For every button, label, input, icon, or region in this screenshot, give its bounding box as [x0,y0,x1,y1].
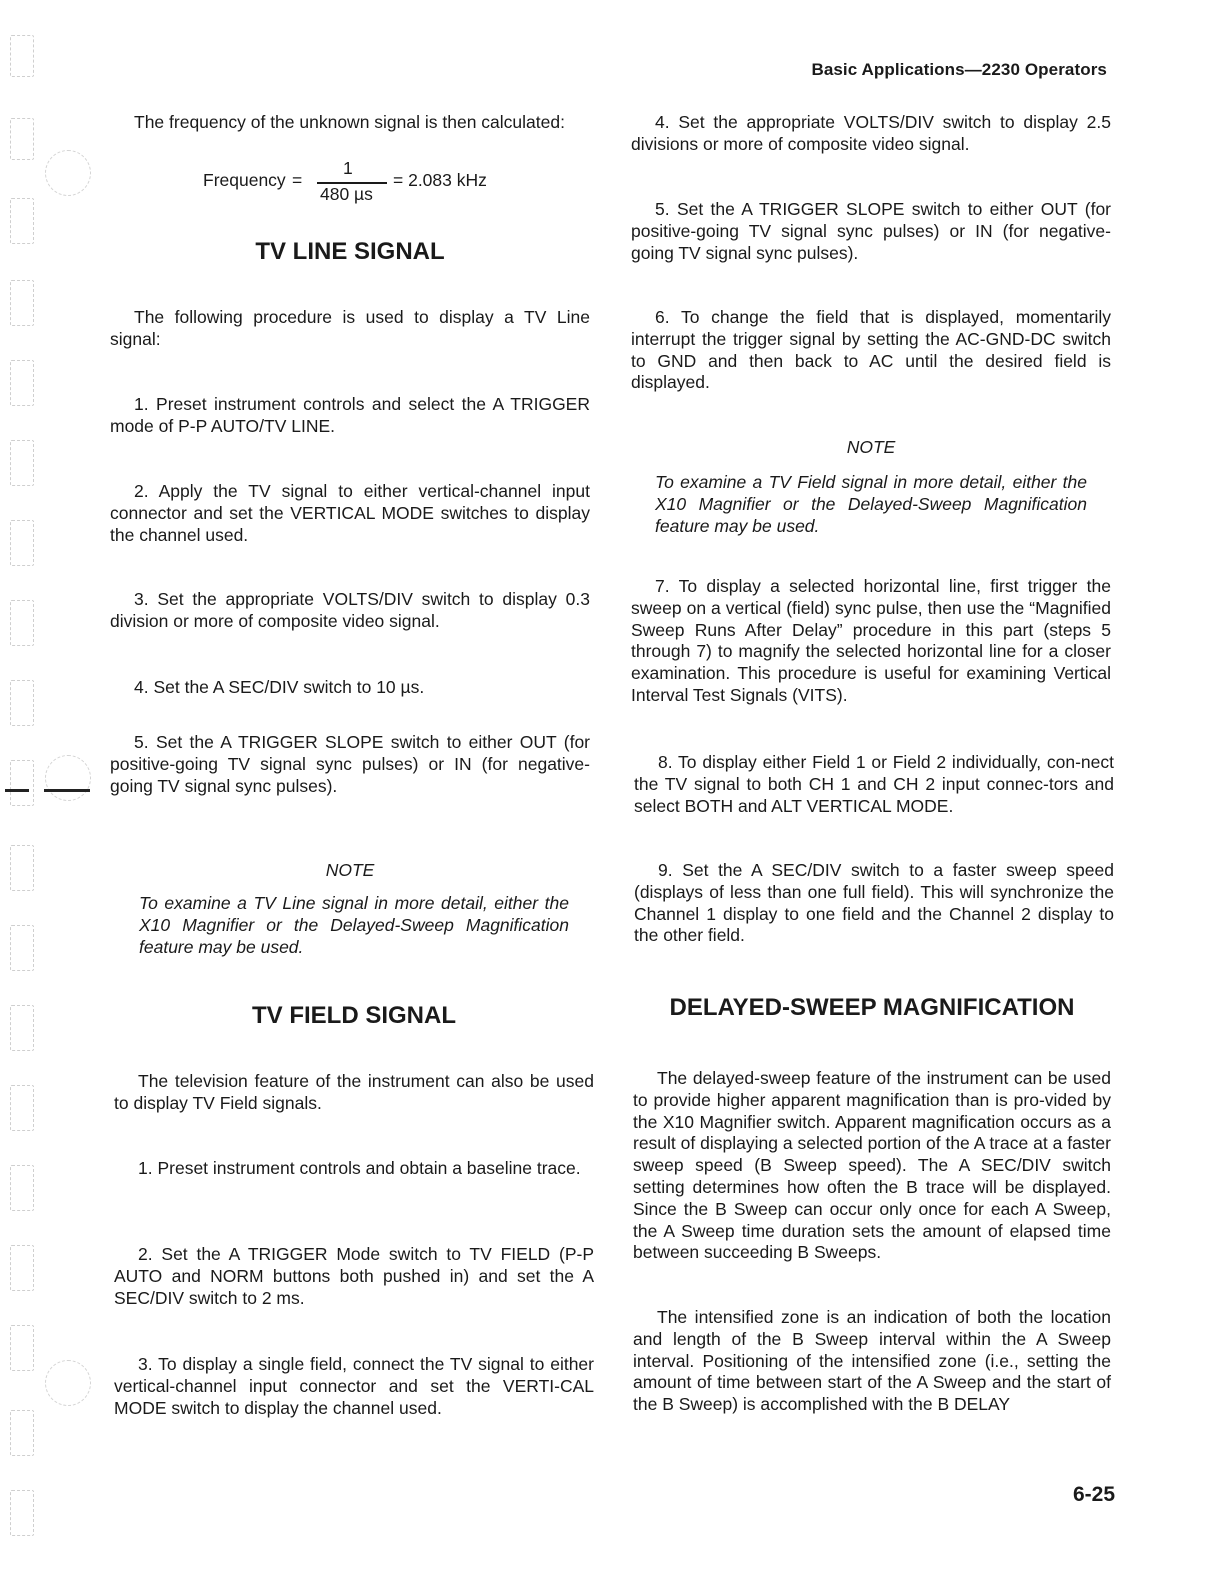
punch-hole [10,440,34,486]
frequency-equation [203,158,503,208]
punch-hole [10,198,34,244]
tv-field-step-2: 2. Set the A TRIGGER Mode switch to TV FIELD (P-P AUTO and NORM buttons both pushed in) and set the A SEC/DIV switch to 2 ms. [114,1244,594,1308]
punch-hole [10,680,34,726]
ring-hole [45,150,91,196]
binder-margin [0,0,100,1578]
punch-hole [10,35,34,77]
ring-hole [45,1360,91,1406]
punch-hole [10,600,34,646]
tv-field-step-3: 3. To display a single field, connect the TV signal to either vertical-channel input connector and set the VERTI-CAL MODE switch to display the channel used. [114,1354,594,1418]
frequency-intro: The frequency of the unknown signal is then calculated: [134,112,565,132]
punch-hole [10,520,34,566]
tv-line-step-3: 3. Set the appropriate VOLTS/DIV switch to display 0.3 division or more of composite video signal. [110,589,590,631]
tv-line-step-1: 1. Preset instrument controls and select the A TRIGGER mode of P-P AUTO/TV LINE. [110,394,590,436]
punch-hole [10,845,34,891]
tv-field-step-9: 9. Set the A SEC/DIV switch to a faster sweep speed (displays of less than one full field). This will synchronize the Channel 1 display to one field and the Channel 2 display to the other field. [634,860,1114,946]
tv-field-step-5: 5. Set the A TRIGGER SLOPE switch to either OUT (for positive-going TV signal sync pulses) or IN (for negative-going TV signal sync pulses). [631,199,1111,263]
tv-field-note-title: NOTE [846,437,896,457]
tv-line-step-2: 2. Apply the TV signal to either vertical-channel input connector and set the VERTICAL MODE switches to display the channel used. [110,481,590,545]
tv-line-note-body: To examine a TV Line signal in more detail, either the X10 Magnifier or the Delayed-Sweep Magnification feature may be used. [139,893,569,957]
tv-field-step-8: 8. To display either Field 1 or Field 2 individually, con-nect the TV signal to both CH 1 and CH 2 input connec-tors and select BOTH and ALT VERTICAL MODE. [634,752,1114,816]
tv-field-intro: The television feature of the instrument can also be used to display TV Field signals. [114,1071,594,1113]
tv-field-step-6: 6. To change the field that is displayed, momentarily interrupt the trigger signal by setting the AC-GND-DC switch to GND and then back to AC until the desired field is displayed. [631,307,1111,393]
punch-hole [10,360,34,406]
section-heading-tv-field: TV FIELD SIGNAL [252,1002,456,1029]
tv-field-step-7: 7. To display a selected horizontal line, first trigger the sweep on a vertical (field) sync pulse, then use the “Magnified Sweep Runs After Delay” procedure in this part (steps 5 through 7) to magnify the selected horizontal line for a closer examination. This procedure is useful for examining Vertical Interval Test Signals (VITS). [631,576,1111,705]
tv-field-note-body: To examine a TV Field signal in more detail, either the X10 Magnifier or the Delayed-Sweep Magnification feature may be used. [655,472,1087,536]
punch-hole [10,1325,34,1371]
tv-line-note-title: NOTE [325,860,375,880]
punch-hole [10,280,34,326]
ring-hole [45,755,91,801]
delayed-sweep-para-2: The intensified zone is an indication of both the location and length of the B Sweep interval within the A Sweep interval. Positioning of the intensified zone (i.e., setting the amount of time between start of the A Sweep and the start of the B Sweep) is accomplished with the B DELAY [633,1307,1111,1415]
tv-line-step-5: 5. Set the A TRIGGER SLOPE switch to either OUT (for positive-going TV signal sync pulses) or IN (for negative-going TV signal sync pulses). [110,732,590,796]
equation-denominator: 480 µs [320,184,373,204]
tv-line-intro: The following procedure is used to display a TV Line signal: [110,307,590,349]
section-heading-delayed-sweep: DELAYED-SWEEP MAGNIFICATION [669,994,1075,1021]
equation-label: Frequency [203,170,286,190]
tv-field-step-1: 1. Preset instrument controls and obtain a baseline trace. [138,1158,581,1178]
punch-hole [10,1005,34,1051]
tv-line-step-4: 4. Set the A SEC/DIV switch to 10 µs. [134,677,425,697]
equation-equals: = [292,170,303,190]
section-heading-tv-line: TV LINE SIGNAL [255,238,445,265]
punch-hole [10,1085,34,1131]
equation-numerator: 1 [343,158,353,178]
punch-hole [10,1410,34,1456]
page-number: 6-25 [1072,1483,1115,1506]
margin-tick [5,789,29,792]
punch-hole [10,118,34,160]
running-header: Basic Applications—2230 Operators [811,60,1107,79]
punch-hole [10,1165,34,1211]
equation-result: = 2.083 kHz [393,170,487,190]
punch-hole [10,760,34,806]
punch-hole [10,925,34,971]
margin-tick [44,789,90,792]
delayed-sweep-para-1: The delayed-sweep feature of the instrument can be used to provide higher apparent magnification than is pro-vided by the X10 Magnifier switch. Apparent magnification occurs as a result of displaying a selected portion of the A trace at a faster sweep speed (B Sweep speed). The A SEC/DIV switch setting determines how often the B trace will be displayed. Since the B Sweep can occur only once for each A Sweep, the A Sweep time duration sets the amount of elapsed time between succeeding B Sweeps. [633,1068,1111,1263]
punch-hole [10,1490,34,1536]
tv-field-step-4: 4. Set the appropriate VOLTS/DIV switch to display 2.5 divisions or more of composite video signal. [631,112,1111,154]
punch-hole [10,1245,34,1291]
